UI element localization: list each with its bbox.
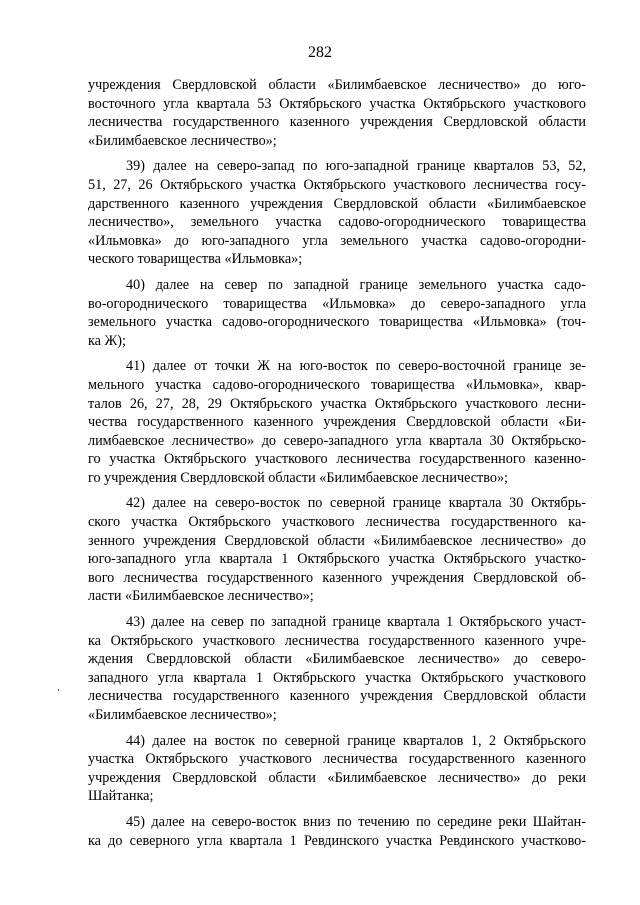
text-line: во-огороднического товарищества «Ильмовка» до северо-западного угла [88, 295, 586, 312]
text-line: го участка Октябрьского участкового лесничества государственного казенно- [88, 451, 586, 468]
text-line: лимбаевское лесничество» до северо-западного угла квартала 30 Октябрьско- [88, 432, 586, 449]
text-line: лесничество», земельного участка садово-огороднического товарищества [88, 214, 586, 231]
text-line: «Билимбаевское лесничество»; [88, 707, 277, 723]
text-line: земельного участка садово-огороднического товарищества «Ильмовка» (точ- [88, 314, 586, 331]
text-line: 42) далее на северо-восток по северной границе квартала 30 Октябрь- [126, 495, 586, 512]
text-line: 39) далее на северо-запад по юго-западной границе кварталов 53, 52, [126, 158, 586, 175]
paragraph [88, 732, 586, 806]
text-line: 51, 27, 26 Октябрьского участка Октябрьского участкового лесничества госу- [88, 176, 586, 193]
page-number: 282 [308, 44, 332, 61]
paragraph [88, 813, 586, 850]
text-line: участка Октябрьского участкового лесничества государственного казенного [88, 751, 586, 768]
text-line: лесничества государственного казенного учреждения Свердловской области [88, 114, 586, 131]
paragraph [88, 76, 586, 150]
paragraph [88, 276, 586, 350]
text-line: ка Ж); [88, 332, 126, 349]
paragraph [88, 357, 586, 487]
text-line: 40) далее на север по западной границе земельного участка садо- [126, 276, 586, 293]
text-line: мельного участка садово-огороднического товарищества «Ильмовка», квар- [88, 376, 586, 393]
text-line: 43) далее на север по западной границе квартала 1 Октябрьского участ- [126, 614, 586, 631]
text-line: зенного учреждения Свердловской области «Билимбаевское лесничество» до [88, 532, 586, 549]
text-line: лесничества государственного казенного учреждения Свердловской области [88, 688, 586, 705]
scan-artifact-dot [58, 689, 59, 691]
text-line: ческого товарищества «Ильмовка»; [88, 251, 303, 268]
text-line: 41) далее от точки Ж на юго-восток по северо-восточной границе зе- [126, 358, 586, 375]
text-line: учреждения Свердловской области «Билимбаевское лесничество» до реки [88, 769, 586, 786]
text-line: ласти «Билимбаевское лесничество»; [88, 588, 314, 605]
text-line: ждения Свердловской области «Билимбаевское лесничество» до северо- [88, 651, 586, 668]
text-line: го учреждения Свердловской области «Билимбаевское лесничество»; [88, 469, 508, 486]
text-line: дарственного казенного учреждения Свердловской области «Билимбаевское [88, 195, 586, 212]
text-line: восточного угла квартала 53 Октябрьского участка Октябрьского участкового [88, 95, 586, 112]
paragraph [88, 613, 586, 725]
text-line: «Ильмовка» до юго-западного угла земельного участка садово-огородни- [88, 232, 586, 249]
text-line: учреждения Свердловской области «Билимбаевское лесничество» до юго- [88, 77, 586, 93]
text-line: Шайтанка; [88, 788, 154, 805]
text-line: чества государственного казенного учреждения Свердловской области «Би- [88, 414, 586, 431]
text-line: «Билимбаевское лесничество»; [88, 132, 277, 149]
paragraph [88, 157, 586, 269]
text-line: вого лесничества государственного казенного учреждения Свердловской об- [88, 569, 586, 586]
text-line: 45) далее на северо-восток вниз по течению по середине реки Шайтан- [126, 813, 586, 830]
paragraph [88, 494, 586, 606]
body-text [88, 76, 586, 857]
text-line: 44) далее на восток по северной границе кварталов 1, 2 Октябрьского [126, 732, 586, 749]
text-line: западного угла квартала 1 Октябрьского участка Октябрьского участкового [88, 669, 586, 686]
text-line: ка Октябрьского участкового лесничества государственного казенного учре- [88, 632, 586, 649]
text-line: ка до северного угла квартала 1 Ревдинского участка Ревдинского участково- [88, 832, 586, 849]
text-line: ского участка Октябрьского участкового лесничества государственного ка- [88, 514, 586, 531]
text-line: юго-западного угла квартала 1 Октябрьского участка Октябрьского участко- [88, 551, 586, 568]
text-line: талов 26, 27, 28, 29 Октябрьского участка Октябрьского участкового лесни- [88, 395, 586, 412]
